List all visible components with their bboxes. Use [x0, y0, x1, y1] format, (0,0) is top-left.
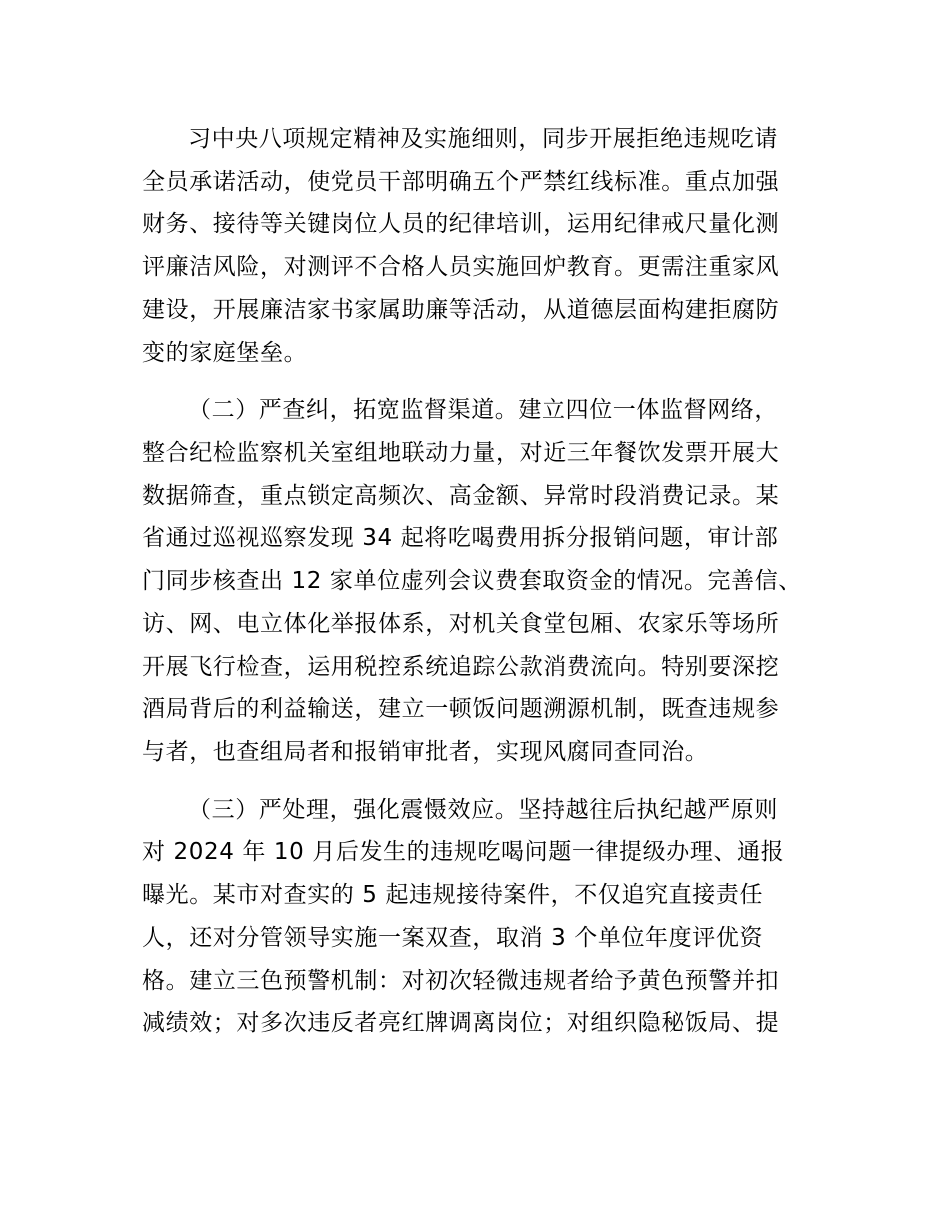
text-line: 减绩效；对多次违反者亮红牌调离岗位；对组织隐秘饭局、提	[142, 1010, 780, 1036]
text-line: 格。建立三色预警机制：对初次轻微违规者给予黄色预警并扣	[142, 968, 780, 994]
section-heading-line: （二）严查纠，拓宽监督渠道。建立四位一体监督网络，	[188, 397, 778, 423]
text-line: 评廉洁风险，对测评不合格人员实施回炉教育。更需注重家风	[142, 254, 780, 280]
text-line: 曝光。某市对查实的 5 起违规接待案件，不仅追究直接责任	[142, 882, 764, 908]
text-line: 门同步核查出 12 家单位虚列会议费套取资金的情况。完善信、	[142, 568, 802, 594]
text-line: 人，还对分管领导实施一案双查，取消 3 个单位年度评优资	[142, 925, 764, 951]
text-line: 数据筛查，重点锁定高频次、高金额、异常时段消费记录。某	[142, 483, 780, 509]
text-line: 开展飞行检查，运用税控系统追踪公款消费流向。特别要深挖	[142, 654, 780, 680]
text-line: 省通过巡视巡察发现 34 起将吃喝费用拆分报销问题，审计部	[142, 525, 779, 551]
text-line: 整合纪检监察机关室组地联动力量，对近三年餐饮发票开展大	[142, 440, 780, 466]
text-line: 变的家庭堡垒。	[142, 340, 308, 366]
text-line: 对 2024 年 10 月后发生的违规吃喝问题一律提级办理、通报	[142, 839, 785, 865]
section-heading-line: （三）严处理，强化震慑效应。坚持越往后执纪越严原则	[188, 797, 778, 823]
text-line: 全员承诺活动，使党员干部明确五个严禁红线标准。重点加强	[142, 169, 780, 195]
text-line: 与者，也查组局者和报销审批者，实现风腐同查同治。	[142, 739, 709, 765]
text-line: 习中央八项规定精神及实施细则，同步开展拒绝违规吃请	[188, 126, 778, 152]
text-line: 财务、接待等关键岗位人员的纪律培训，运用纪律戒尺量化测	[142, 211, 780, 237]
text-line: 建设，开展廉洁家书家属助廉等活动，从道德层面构建拒腐防	[142, 297, 780, 323]
text-line: 酒局背后的利益输送，建立一顿饭问题溯源机制，既查违规参	[142, 696, 780, 722]
text-line: 访、网、电立体化举报体系，对机关食堂包厢、农家乐等场所	[142, 611, 780, 637]
